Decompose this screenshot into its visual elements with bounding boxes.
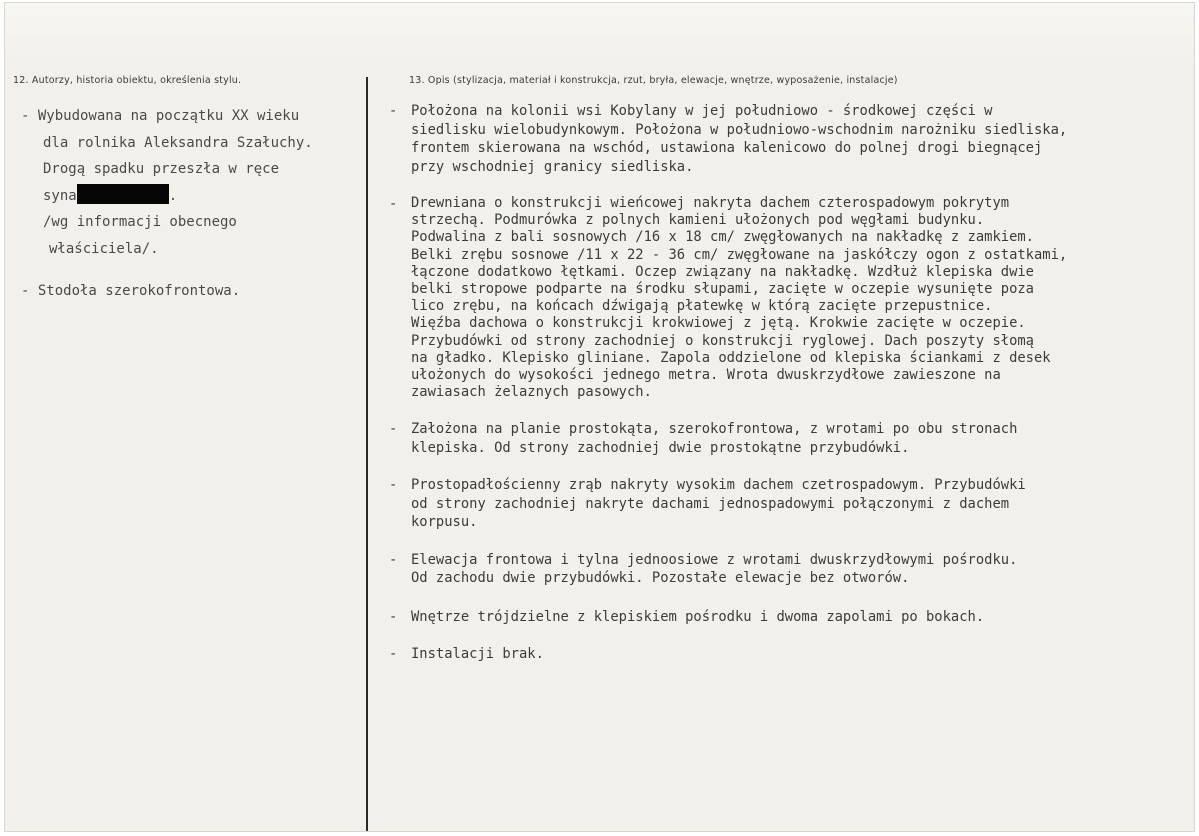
entry-text: Prostopadłościenny zrąb nakryty wysokim dachem czetrospadowym. Przybudówki od strony zachodniej nakryte dachami jednospadowymi połączonymi z dachem korpusu. xyxy=(411,477,1026,531)
entry-text: Instalacji brak. xyxy=(411,646,544,663)
authors-history-column xyxy=(21,103,361,305)
section-12-header: 12. Autorzy, historia obiektu, określenia stylu. xyxy=(13,75,242,86)
card-top-edge xyxy=(5,3,1194,63)
description-entry-interior xyxy=(389,608,1189,627)
history-line-end: . xyxy=(168,187,178,204)
style-line: - Stodoła szerokofrontowa. xyxy=(21,283,241,299)
entry-text: Wnętrze trójdzielne z klepiskiem pośrodku i dwoma zapolami po bokach. xyxy=(411,608,985,625)
entry-text: Elewacja frontowa i tylna jednoosiowe z wrotami dwuskrzydłowymi pośrodku. Od zachodu dwie przybudówki. Pozostałe elewacje bez otworów. xyxy=(411,551,1018,587)
entry-dash: - xyxy=(389,196,398,212)
entry-dash: - xyxy=(389,646,398,663)
entry-dash: - xyxy=(389,477,398,494)
description-column xyxy=(389,102,1189,683)
column-divider xyxy=(366,77,368,832)
redaction-block xyxy=(77,184,169,204)
history-line: /wg informacji obecnego xyxy=(43,214,237,230)
entry-dash: - xyxy=(389,551,398,568)
history-line: - Wybudowana na początku XX wieku xyxy=(21,108,300,124)
entry-dash: - xyxy=(389,608,398,625)
history-line: Drogą spadku przeszła w ręce xyxy=(43,161,280,177)
description-entry-construction xyxy=(389,195,1189,401)
entry-text: Założona na planie prostokąta, szerokofrontowa, z wrotami po obu stronach klepiska. Od strony zachodniej dwie prostokątne przybudówki. xyxy=(411,421,1018,456)
history-line: właściciela/. xyxy=(49,240,159,257)
history-line-with-redaction xyxy=(21,183,361,210)
description-entry-installations xyxy=(389,645,1189,664)
description-entry-form xyxy=(389,476,1189,532)
history-line: dla rolnika Aleksandra Szałuchy. xyxy=(43,134,313,151)
record-card xyxy=(4,2,1195,832)
entry-text: Drewniana o konstrukcji wieńcowej nakryta dachem czterospadowym pokrytym strzechą. Podmurówka z polnych kamieni ułożonych pod węgłami budynku. Podwalina z bali sosnowych /16 x 18 cm/ zwęgłowanych na nakładkę z zamkiem. Belki zrębu sosnowe /11 x 22 - 36 cm/ zwęgłowane na jaskółczy ogon z ostatkami, łączone dodatkowo łętkami. Oczep związany na nakładkę. Wzdłuż klepiska dwie belki stropowe podparte na środku słupami, zacięte w oczepie wysunięte poza lico zrębu, na końcach dźwigają płatewkę w którą zacięte przepustnice. Więźba dachowa o konstrukcji krokwiowej z jętą. Krokwie zacięte w oczepie. Przybudówki od strony zachodniej o konstrukcji ryglowej. Dach poszyty słomą na gładko. Klepisko gliniane. Zapola oddzielone od klepiska ściankami z desek ułożonych do wysokości jednego metra. Wrota dwuskrzydłowe zawieszone na zawiasach żelaznych pasowych. xyxy=(411,195,1068,401)
entry-text: Położona na kolonii wsi Kobylany w jej południowo - środkowej części w siedlisku wielobudynkowym. Położona w południowo-wschodnim narożniku siedliska, frontem skierowana na wschód, ustawiona kalenicowo do polnej drogi biegnącej przy wschodniej granicy siedliska. xyxy=(411,103,1068,175)
history-line-start: syna xyxy=(43,187,77,204)
entry-dash: - xyxy=(389,421,398,438)
section-13-header: 13. Opis (stylizacja, materiał i konstrukcja, rzut, bryła, elewacje, wnętrze, wyposażenie, instalacje) xyxy=(409,75,898,86)
description-entry-elevations xyxy=(389,551,1189,588)
description-entry-location xyxy=(389,102,1189,176)
entry-dash: - xyxy=(389,103,398,119)
description-entry-plan xyxy=(389,420,1189,457)
